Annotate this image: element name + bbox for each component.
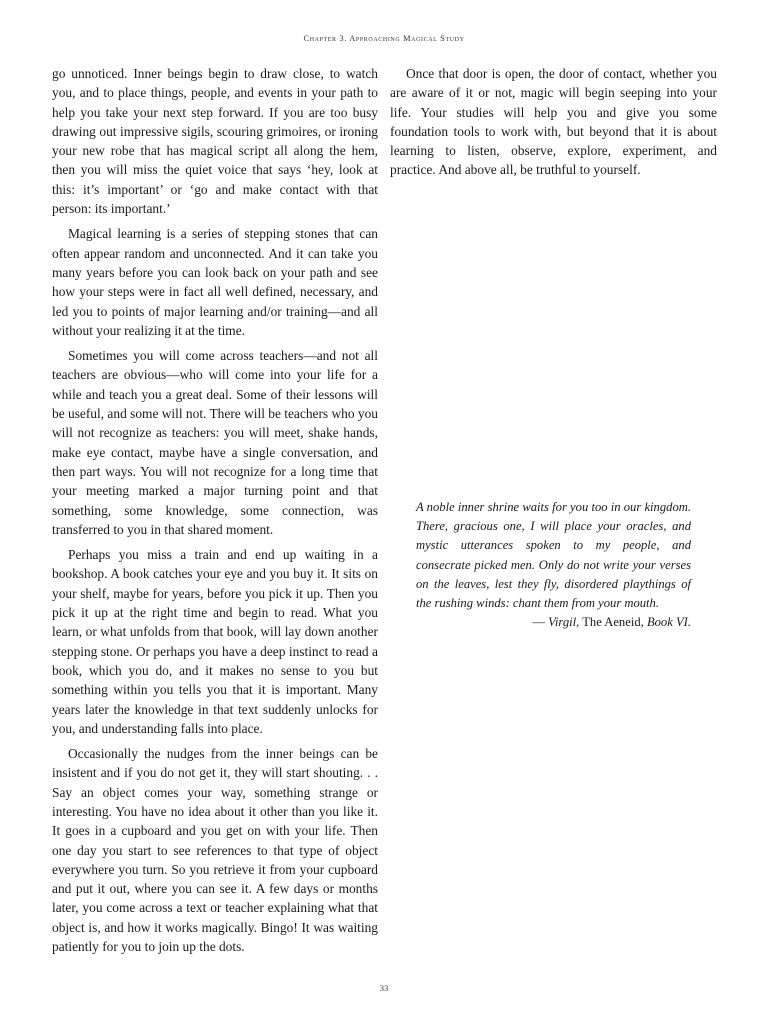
paragraph: go unnoticed. Inner beings begin to draw close, to watch you, and to place things, people, and events in your path to help you take your next step forward. If you are too busy drawing out impressive sigils, scouring grimoires, or ironing your new robe that has magical script all along the hem, then you will miss the quiet voice that says ‘hey, look at this: it’s important’ or ‘go and make contact with that person: its important.’ xyxy=(52,66,378,217)
paragraph: Once that door is open, the door of contact, whether you are aware of it or not, magic will begin seeping into your life. Your studies will help you and give you some foundation tools to work with, but beyond that it is about learning to listen, observe, explore, experiment, and practice. And above all, be truthful to yourself. xyxy=(390,66,717,178)
attribution-book: Book VI. xyxy=(646,615,691,630)
attribution-author: Virgil, xyxy=(548,615,580,630)
epigraph-attribution xyxy=(416,613,691,632)
epigraph-quote: A noble inner shrine waits for you too in our kingdom. There, gracious one, I will place your oracles, and mystic utterances spoken to my people, and consecrate picked men. Only do not write your verses on the leaves, lest they fly, disordered playthings of the rushing winds: chant them from your mouth. xyxy=(416,500,691,611)
page-number: 33 xyxy=(379,983,389,993)
running-header: Chapter 3. Approaching Magical Study xyxy=(303,33,465,43)
attribution-dash: — xyxy=(532,615,549,630)
attribution-work: The Aeneid, xyxy=(582,615,644,630)
epigraph xyxy=(416,498,691,632)
right-column xyxy=(390,64,717,186)
paragraph: Perhaps you miss a train and end up waiting in a bookshop. A book catches your eye and you buy it. It sits on your shelf, maybe for years, before you pick it up. Then you pick it up at the right time and begin to read. What you learn, or what unfolds from that book, will lay down another stepping stone. Or perhaps you have a deep instinct to read a book, which you do, and it makes no sense to you but something within you tells you that it is important. Many years later the knowledge in that text suddenly unlocks for you, and understanding falls into place. xyxy=(52,547,378,736)
paragraph: Sometimes you will come across teachers—and not all teachers are obvious—who will come into your life for a while and teach you a great deal. Some of their lessons will be useful, and some will not. There will be teachers who you will not recognize as teachers: you will meet, shake hands, make eye contact, maybe have a single conversation, and then part ways. You will not recognize for a long time that your meeting marked a major turning point and that something, some knowledge, some connection, was transferred to you in that shared moment. xyxy=(52,348,378,537)
paragraph: Occasionally the nudges from the inner beings can be insistent and if you do not get it, they will start shouting. . . Say an object comes your way, something strange or interesting. You have no idea about it other than you like it. It goes in a cupboard and you get on with your life. Then one day you start to see references to that type of object everywhere you turn. So you retrieve it from your cupboard and put it out, where you can see it. A few days or months later, you come across a text or teacher explaining what that object is, and how it works magically. Bingo! It was waiting patiently for you to join up the dots. xyxy=(52,746,378,955)
paragraph: Magical learning is a series of stepping stones that can often appear random and unconnected. And it can take you many years before you can look back on your path and see how your steps were in fact all well defined, necessary, and led you to points of major learning and/or training—and all without your realizing it at the time. xyxy=(52,226,378,338)
left-column xyxy=(52,64,378,962)
